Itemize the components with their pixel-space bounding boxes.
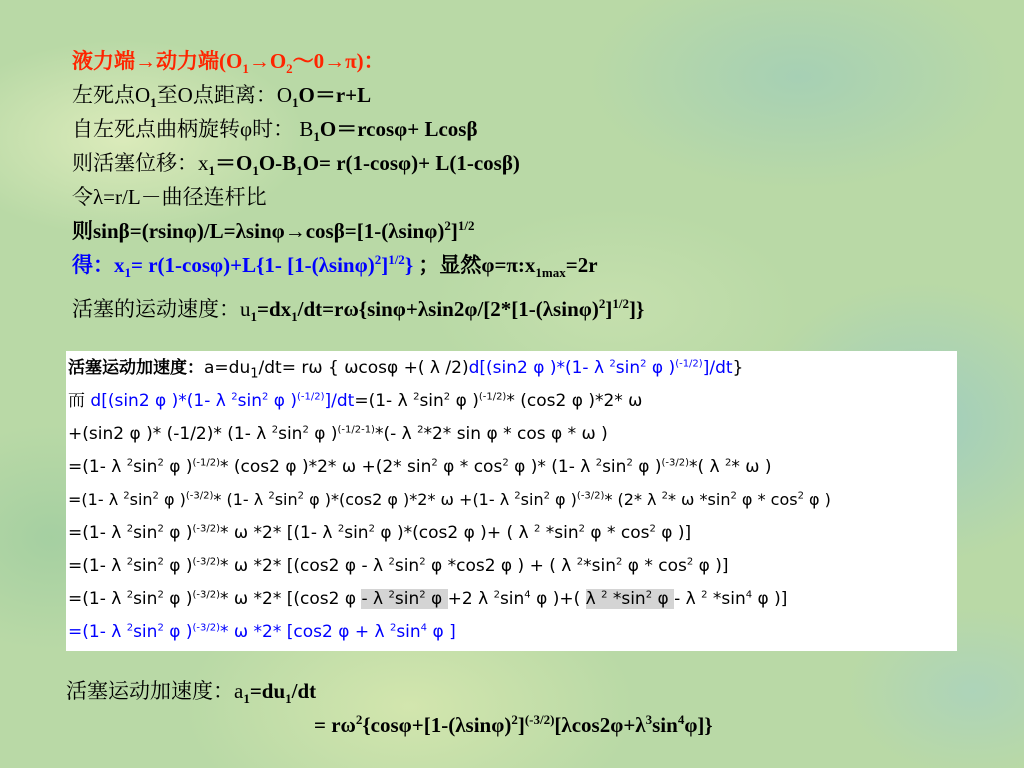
- eq-line-6: =(1- λ $^2\sin^2$ φ )$^{(-3/2)}$* ω *2* [(1- λ $^2\sin^2$ φ )*(cos2 φ )+ ( λ $^2$ $*\sin^2$ φ * $\cos^2 \varphi$ )]: [68, 523, 692, 543]
- sinbeta-line: 则$\sin\beta=(rsin\varphi)/L=\lambda\sin\varphi\to\cos\beta=[1-(\lambda\sin\varphi)^2]^{1/2}$: [72, 218, 475, 243]
- eq-line-3: +(sin2 φ )* (-1/2)* (1- λ $^2\sin^2$ φ )$^{(-1/2-1)}$*(- λ $^2$*2* sin φ * cos φ * ω ): [68, 424, 608, 444]
- eq-line-5: =(1- λ $^2\sin^2$ φ )$^{(-3/2)}$* (1- λ $^2\sin^2$ φ )*(cos2 φ )*2* ω +(1- λ $^2\sin^2$ φ )$^{(-3/2)}$* (2* λ $^2$* ω $*\sin^2$ φ * $\cos^2 \varphi$ ): [68, 490, 831, 509]
- acceleration-formula-line: = $r\omega^2\{\cos\varphi+[1-(\lambda\sin\varphi)^2]^{(-3/2)}[\lambda\cos 2\varphi+\lambda^3\sin^4\varphi]\}$: [314, 712, 713, 737]
- acceleration-definition-line: 活塞运动加速度：$a_1=du_1/dt$: [66, 679, 317, 707]
- eq-line-7: =(1- λ $^2\sin^2$ φ )$^{(-3/2)}$* ω *2* [(cos2 φ - λ $^2\sin^2$ φ *cos2 φ ) + ( λ $^2*\sin^2$ φ * $\cos^2 \varphi$ )]: [68, 556, 729, 576]
- acceleration-result: [66, 674, 996, 742]
- piston-displacement-line: 则活塞位移：$x_1=O_1O-B_1O= r(1-\cos\varphi)+ L(1-\cos\beta)$: [72, 151, 520, 179]
- eq-line-9-result: =(1- λ $^2\sin^2$ φ )$^{(-3/2)}$* ω *2* [cos2 φ + λ $^2\sin^4$ φ ]: [68, 622, 456, 642]
- eq-line-4: =(1- λ $^2\sin^2$ φ )$^{(-1/2)}$* (cos2 φ )*2* ω +(2* $\sin^2 \varphi * \cos^2 \varphi$ )* (1- λ $^2\sin^2$ φ )$^{(-3/2)}$*( λ $^2$* ω ): [68, 457, 772, 477]
- derivation-text: [72, 44, 1002, 326]
- crank-rotation-line: 自左死点曲柄旋转φ时： $B_1O=rcos\varphi+ Lcos\beta$: [72, 117, 478, 145]
- heading-liquid-to-power-end: 液力端→动力端$(O_1\to O_2\sim 0\to\pi)$：: [72, 49, 385, 77]
- acceleration-derivation-box: [66, 351, 957, 651]
- lambda-definition-line: 令λ=r/L－曲径连杆比: [72, 185, 267, 209]
- highlight-term-1: - λ $^2\sin^2$ φ: [361, 589, 448, 609]
- eq-line-2: 而 d[(sin2 φ )*(1- λ $^2\sin^2$ φ )$^{(-1/2)}$]/dt=(1- λ $^2\sin^2$ φ )$^{(-1/2)}$* (cos2 φ )*2* ω: [68, 391, 643, 411]
- displacement-result-line: 得：$x_1= r(1-\cos\varphi)+L\{1-$ $[1-(\lambda\sin\varphi)^2]^{1/2}$} ；显然$\varphi=\pi:x_{1max}=2r$: [72, 252, 598, 281]
- left-dead-point-distance: 左死点$O_1$至O点距离：$O_1O=r+L$: [72, 83, 372, 111]
- eq-line-1: 活塞运动加速度：$a=du_1/dt= r\omega$ { ωcosφ +( λ /2)d[(sin2 φ )*(1- λ $^2\sin^2$ φ )$^{(-1/2)}$]/dt}: [68, 358, 744, 382]
- eq-line-8: =(1- λ $^2\sin^2$ φ )$^{(-3/2)}$* ω *2* [(cos2 φ - λ $^2\sin^2$ φ +2 λ $^2\sin^4$ φ )+( λ $^2$ $*\sin^2$ φ - λ $^2$ $*\sin^4$ φ )]: [68, 589, 788, 609]
- piston-velocity-line: 活塞的运动速度：$u_1=dx_1/dt=r\omega\{\sin\varphi+\lambda\sin 2\varphi/[2*[1-(\lambda\sin\varphi)^2]^{1/2}]\}$: [72, 296, 645, 325]
- highlight-term-2: λ $^2$ $*\sin^2$ φ: [585, 589, 675, 609]
